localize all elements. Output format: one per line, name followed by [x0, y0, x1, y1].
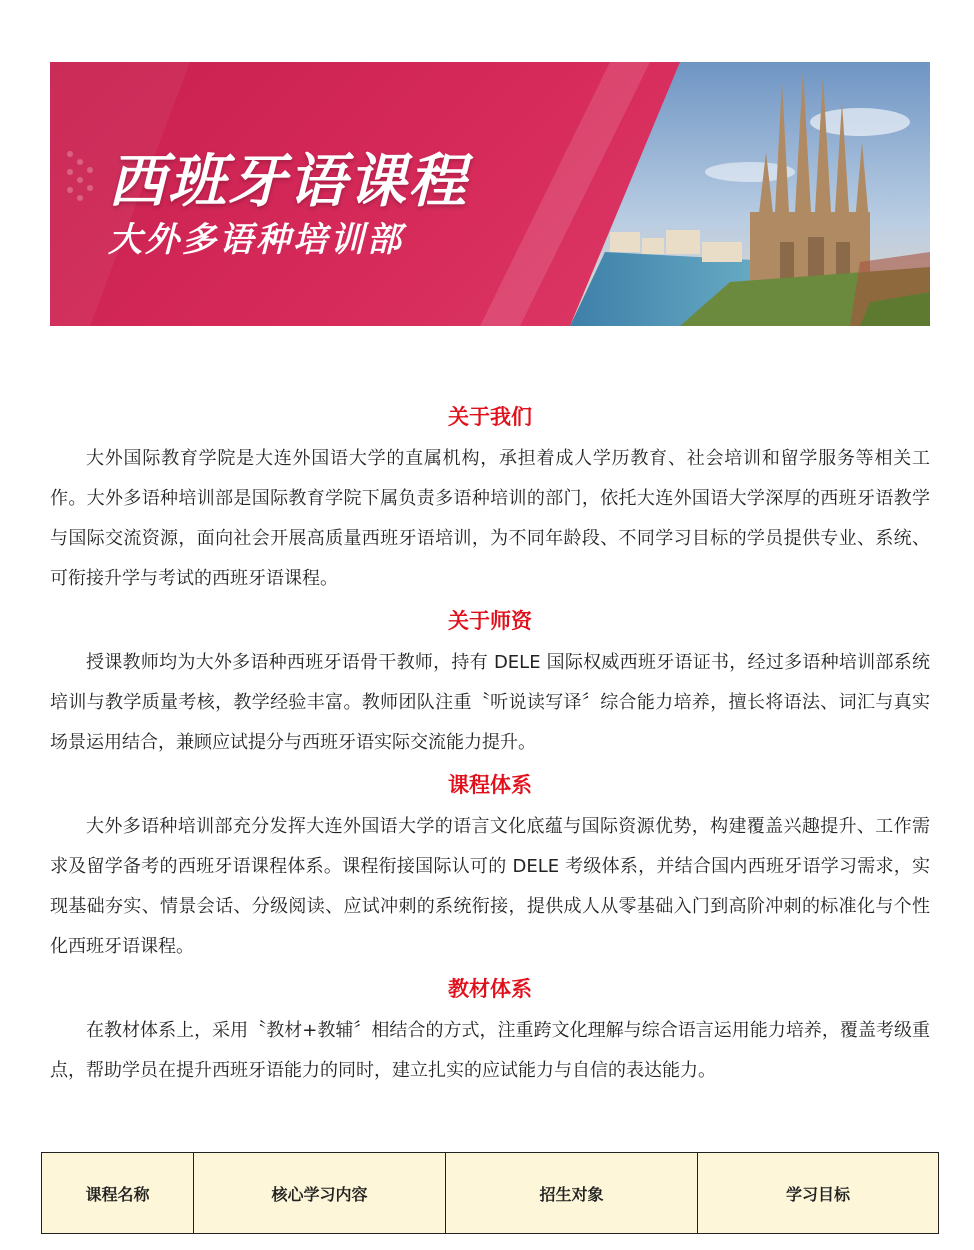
- section-title-curriculum: 课程体系: [448, 773, 532, 797]
- section-text-teachers: 授课教师均为大外多语种西班牙语骨干教师，持有 DELE 国际权威西班牙语证书，经过多语种培训部系统培训与教学质量考核，教学经验丰富。教师团队注重〝听说读写译〞综合能力培养，擅长将语法、词汇与真实场景运用结合，兼顾应试提分与西班牙语实际交流能力提升。: [50, 652, 930, 753]
- banner-subtitle: 大外多语种培训部: [108, 220, 404, 260]
- banner-title: 西班牙语课程: [108, 147, 469, 215]
- section-text-curriculum: 大外多语种培训部充分发挥大连外国语大学的语言文化底蕴与国际资源优势，构建覆盖兴趣提升、工作需求及留学备考的西班牙语课程体系。课程衔接国际认可的 DELE 考级体系，并结合国内西班牙语学习需求，实现基础夯实、情景会话、分级阅读、应试冲刺的系统衔接，提供成人从零基础入门到高阶冲刺的标准化与个性化西班牙语课程。: [50, 816, 930, 957]
- course-banner: [50, 62, 930, 326]
- sagrada-familia-photo: [530, 62, 930, 326]
- section-title-about: 关于我们: [448, 405, 532, 429]
- table-header-learning-goals: 学习目标: [698, 1153, 939, 1234]
- table-header-row: [42, 1153, 939, 1234]
- table-header-target-students: 招生对象: [446, 1153, 698, 1234]
- section-title-materials: 教材体系: [448, 977, 532, 1001]
- table-header-core-content: 核心学习内容: [194, 1153, 446, 1234]
- section-text-about: 大外国际教育学院是大连外国语大学的直属机构，承担着成人学历教育、社会培训和留学服务等相关工作。大外多语种培训部是国际教育学院下属负责多语种培训的部门，依托大连外国语大学深厚的西班牙语教学与国际交流资源，面向社会开展高质量西班牙语培训，为不同年龄段、不同学习目标的学员提供专业、系统、可衔接升学与考试的西班牙语课程。: [50, 448, 930, 589]
- course-table: [41, 1152, 939, 1234]
- section-title-teachers: 关于师资: [448, 609, 532, 633]
- article-body: [50, 395, 930, 1091]
- table-header-course-name: 课程名称: [42, 1153, 194, 1234]
- section-text-materials: 在教材体系上，采用〝教材+教辅〞相结合的方式，注重跨文化理解与综合语言运用能力培养，覆盖考级重点，帮助学员在提升西班牙语能力的同时，建立扎实的应试能力与自信的表达能力。: [50, 1020, 930, 1081]
